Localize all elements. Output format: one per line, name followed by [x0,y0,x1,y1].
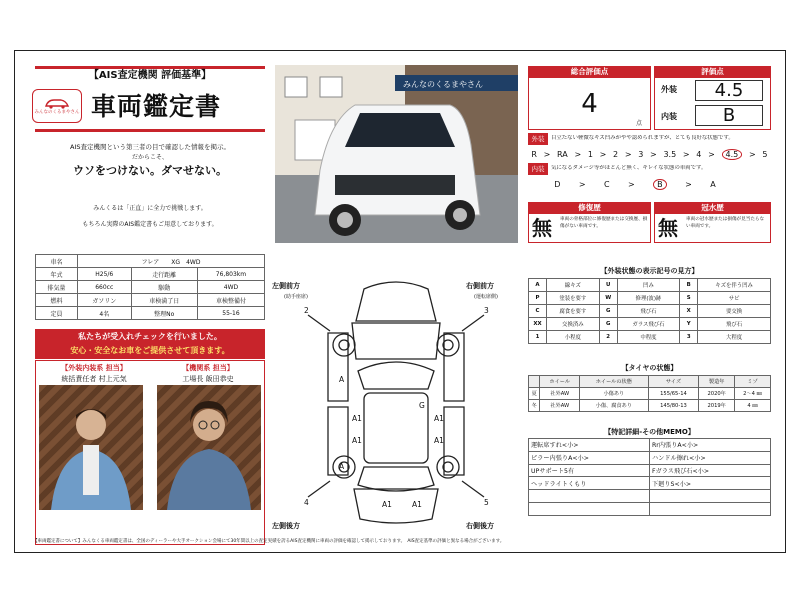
scale-step: 1 [587,149,593,159]
legend-code: 2 [599,331,617,344]
legend-desc: 要交換 [698,305,771,318]
memo-cell: ピラー内張りA<小> [529,451,650,464]
legend-code: U [599,279,617,292]
front-left-label: 左側前方 [272,282,300,290]
point-unit: 点 [635,120,642,127]
memo-cell [650,502,771,515]
legend-desc: 小程度 [547,331,600,344]
tyre-header: サイズ [648,376,699,388]
spec-row [36,294,265,307]
eval-box [654,77,771,130]
intro-line-1: AIS査定機関という第三者の目で確認した情報を掲示。 [70,143,230,151]
scale-step: R [531,149,537,159]
scale-step: 2 [613,149,619,159]
damage-mark: A [339,375,345,384]
exterior-note: 目立たない軽微なキズ凹みがやや認められますが、とても良好な状態です。 [551,135,734,141]
staff-photo [157,385,261,510]
damage-mark: A1 [412,500,422,509]
tyre-number: 4 [304,498,309,507]
tyre-row [529,400,771,412]
spec-key: 駆動 [131,281,197,294]
tyre-cell: 社外AW [540,388,580,400]
exterior-scale [528,147,771,161]
legend-code: G [599,318,617,331]
tyre-number: 5 [484,498,489,507]
tyre-cell: 小傷、腐食あり [580,400,648,412]
memo-cell [650,490,771,503]
front-right-sub: (運転席側) [474,294,498,300]
legend-desc: 塗装を要す [547,292,600,305]
legend-code: Y [680,318,698,331]
car-outline [268,271,523,533]
spec-key: 定員 [36,307,78,320]
legend-row [529,331,771,344]
spec-row [36,307,265,320]
scale-step: D [554,179,561,189]
memo-row [529,477,771,490]
damage-diagram [268,271,523,533]
memo-row [529,502,771,515]
spec-row [36,255,265,268]
intro-line-2: だからこそ、 [132,154,168,161]
tyre-cell: 冬 [529,400,540,412]
check-heading-2: 安心・安全なお車をご提供させて頂きます。 [70,346,230,355]
check-heading [35,329,265,359]
tyre-cell: 夏 [529,388,540,400]
tyre-header: 製造年 [699,376,735,388]
spec-key: 走行距離 [131,268,197,281]
memo-title: 【特記詳細-その他MEMO】 [604,428,695,436]
scale-separator: > [599,149,607,159]
exterior-note-label: 外装 [528,133,548,145]
footer-note: 【車両鑑定書について】みんなくる車両鑑定書は、全国のディーラーや大手オークション会場にて30年間以上の査定実績を誇るAIS査定機関に車両の評価を確認して掲示しております。 AIS査定基準の評価と異なる場合がございます。 [33,539,505,544]
interior-note: 気になるダメージ等がほとんど無く、キレイな状態の車両です。 [551,165,707,171]
tyre-cell: 小傷あり [580,388,648,400]
spec-key: 排気量 [36,281,78,294]
check-heading-1: 私たちが受入れチェックを行いました。 [78,332,222,341]
legend-code: A [529,279,547,292]
spec-value: フレア XG 4WD [78,255,265,268]
legend-row [529,279,771,292]
memo-cell: Fガラス飛び石<小> [650,464,771,477]
repair-label: 修復歴 [528,202,651,213]
memo-row [529,451,771,464]
flood-value: 無 [658,216,678,240]
legend-desc: 交換済み [547,318,600,331]
damage-mark: A1 [434,414,444,423]
car-logo-icon [44,97,70,109]
memo-table [528,438,771,516]
repair-box [528,213,651,243]
exterior-score: 4.5 [695,80,763,101]
spec-value: 660cc [78,281,132,294]
legend-desc: 中程度 [617,331,680,344]
tyre-header [529,376,540,388]
spec-table [35,254,265,320]
tyre-row [529,388,771,400]
memo-cell [529,490,650,503]
scale-step: A [710,179,716,189]
spec-value: 55-16 [197,307,264,320]
legend-desc: サビ [698,292,771,305]
legend-table [528,278,771,344]
spec-key: 燃料 [36,294,78,307]
scale-separator: > [578,179,586,189]
spec-row [36,281,265,294]
scale-separator: > [650,149,657,159]
scale-step: RA [557,149,568,159]
legend-code: W [599,292,617,305]
legend-desc: 飛び石 [698,318,771,331]
damage-mark: A1 [382,500,392,509]
exterior-label: 外装 [661,85,677,94]
photo-sign: みんなのくるまやさん [403,80,483,89]
legend-code: 3 [680,331,698,344]
interior-label: 内装 [661,112,677,121]
memo-cell: ヘッドライトくもり [529,477,650,490]
scale-separator: > [748,149,756,159]
spec-value: H25/6 [78,268,132,281]
tyre-cell: 155/65-14 [648,388,699,400]
spec-value: 車検整備付 [197,294,264,307]
staff-dept: 【機関系 担当】 [182,364,234,372]
spec-value: 76,803km [197,268,264,281]
scale-step: 3.5 [663,149,677,159]
spec-value: ガソリン [78,294,132,307]
legend-code: XX [529,318,547,331]
legend-title: 【外装状態の表示記号の見方】 [600,267,699,275]
legend-row [529,318,771,331]
tyre-number: 3 [484,306,489,315]
damage-mark: A1 [352,414,362,423]
rear-left-label: 左側後方 [272,522,300,530]
scale-separator: > [574,149,582,159]
staff-panel [35,360,265,545]
legend-desc: 凹み [617,279,680,292]
scale-step: C [603,179,610,189]
scale-step: 5 [762,149,768,159]
overall-score-box [528,77,651,130]
damage-mark: A1 [434,436,444,445]
shop-logo-text: みんなのくるまやさん [34,110,80,115]
spec-value: 4WD [197,281,264,294]
scale-step: 4 [696,149,702,159]
legend-desc: 飛び石 [617,305,680,318]
interior-scale [545,177,725,191]
banner: 【AIS査定機関 評価基準】 [35,66,265,80]
legend-desc: 腐食を要す [547,305,600,318]
flood-box [654,213,771,243]
legend-desc: キズを伴う凹み [698,279,771,292]
title-underline [35,129,265,132]
tyre-cell: 2019年 [699,400,735,412]
legend-desc: 修理(波)跡 [617,292,680,305]
spec-key: 車検満了日 [131,294,197,307]
shop-logo [32,89,82,123]
memo-cell: ハンドル擦れ<小> [650,451,771,464]
scale-step: 4.5 [722,149,743,160]
tyre-cell: 2020年 [699,388,735,400]
staff-photo [39,385,143,510]
scale-separator: > [624,149,632,159]
tyre-header: ミゾ [734,376,770,388]
damage-mark: G [419,401,425,410]
spec-row [36,268,265,281]
scale-separator: > [708,149,715,159]
damage-mark: A1 [352,436,362,445]
staff-name: 工場長 飯田恭史 [182,375,234,383]
legend-desc: 大程度 [698,331,771,344]
tyre-number: 2 [304,306,309,315]
interior-score: B [695,105,763,126]
staff-name: 統括責任者 村上元気 [61,375,127,383]
tyre-header-row [529,376,771,388]
memo-row [529,490,771,503]
appraisal-sheet [14,50,786,553]
memo-cell: 下廻りS<小> [650,477,771,490]
front-left-sub: (助手座席) [284,294,308,300]
legend-desc: ガラス飛び石 [617,318,680,331]
scale-separator: > [628,179,635,189]
scale-step: B [653,179,667,190]
rear-right-label: 右側後方 [466,522,494,530]
interior-note-label: 内装 [528,163,548,175]
memo-cell [529,502,650,515]
ais-line: もちろん実際のAIS鑑定書もご用意しております。 [82,221,218,228]
legend-code: X [680,305,698,318]
scale-step: 3 [638,149,644,159]
damage-mark: A [339,462,345,471]
legend-code: G [599,305,617,318]
memo-row [529,439,771,452]
slogan: ウソをつけない。ダマせない。 [73,164,227,177]
tyre-cell: 社外AW [540,400,580,412]
memo-row [529,464,771,477]
tyre-cell: 2～4 ㎜ [734,388,770,400]
legend-row [529,305,771,318]
honest-line: みんくるは「正直」に全力で挑戦します。 [93,205,207,212]
flood-label: 冠水歴 [654,202,771,213]
flood-note: 車両の冠水歴または損傷が見当たらない車両です。 [686,217,765,229]
staff-dept: 【外装内装系 担当】 [61,364,127,372]
spec-key: 年式 [36,268,78,281]
legend-code: 1 [529,331,547,344]
legend-row [529,292,771,305]
legend-code: C [529,305,547,318]
spec-key: 整理No [131,307,197,320]
front-right-label: 右側前方 [466,282,494,290]
legend-code: P [529,292,547,305]
tyre-header: ホイール [540,376,580,388]
legend-desc: 線キズ [547,279,600,292]
memo-cell: Rr内張りA<小> [650,439,771,452]
scale-separator: > [682,149,690,159]
spec-value: 4名 [78,307,132,320]
eval-label: 評価点 [654,66,771,77]
repair-value: 無 [532,216,552,240]
memo-cell: UPサポート5有 [529,464,650,477]
tyre-header: ホイールの状態 [580,376,648,388]
car-photo [275,65,518,243]
memo-cell: 運転席すれ<小> [529,439,650,452]
tyre-cell: 145/80-13 [648,400,699,412]
scale-separator: > [685,179,692,189]
tyre-title: 【タイヤの状態】 [621,364,678,372]
scale-separator: > [543,149,551,159]
spec-key: 車名 [36,255,78,268]
page-title: 車両鑑定書 [91,92,222,121]
repair-note: 車両の骨格部位に修復歴または交換歴、損傷がない車両です。 [560,217,648,229]
legend-code: S [680,292,698,305]
tyre-table [528,375,771,412]
overall-score: 4 [581,88,598,119]
overall-label: 総合評価点 [528,66,651,77]
legend-code: B [680,279,698,292]
tyre-cell: 4 ㎜ [734,400,770,412]
